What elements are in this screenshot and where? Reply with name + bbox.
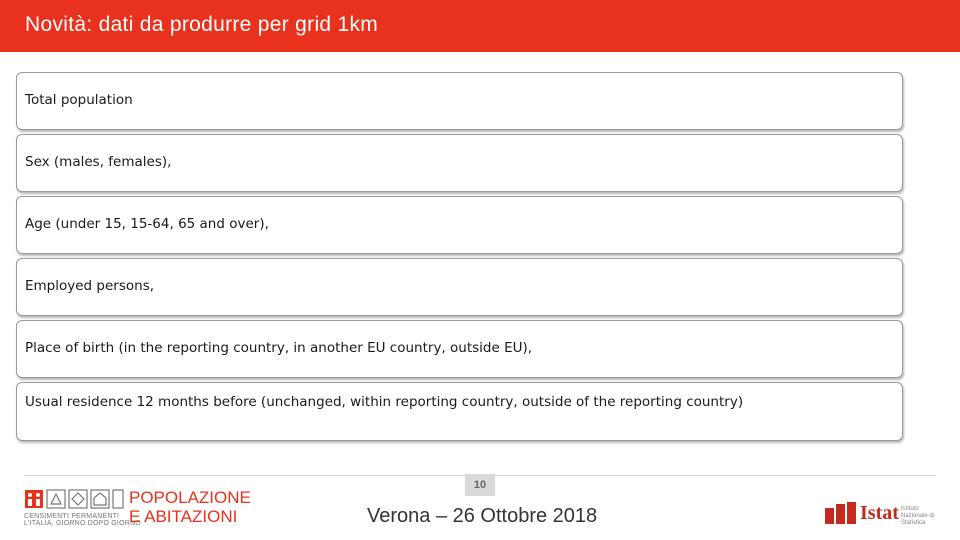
list-item-employed: Employed persons, — [16, 258, 903, 316]
census-line2: L'ITALIA, GIORNO DOPO GIORNO — [24, 520, 141, 527]
istat-wordmark: Istat — [860, 502, 899, 524]
data-list — [16, 72, 903, 445]
istat-subtitle: Istituto Nazionale di Statistica — [901, 506, 935, 526]
census-line1: CENSIMENTI PERMANENTI — [24, 513, 120, 520]
list-item-age: Age (under 15, 15-64, 65 and over), — [16, 196, 903, 254]
page-number: 10 — [465, 474, 495, 496]
slide-title: Novità: dati da produrre per grid 1km — [25, 13, 379, 36]
census-brand-line1: POPOLAZIONE — [129, 488, 251, 507]
list-item-sex: Sex (males, females), — [16, 134, 903, 192]
census-brand-text — [129, 488, 251, 526]
census-icons-graphic — [24, 488, 124, 510]
list-item-total-population: Total population — [16, 72, 903, 130]
title-bar — [0, 0, 960, 52]
list-item-place-of-birth: Place of birth (in the reporting country, in another EU country, outside EU), — [16, 320, 903, 378]
list-item-usual-residence: Usual residence 12 months before (unchanged, within reporting country, outside of the reporting country) — [16, 382, 903, 441]
footer-event-text: Verona – 26 Ottobre 2018 — [367, 505, 598, 527]
census-brand-line2: E ABITAZIONI — [129, 507, 238, 526]
istat-mark-icon — [825, 502, 857, 524]
census-subtitle — [24, 513, 141, 527]
